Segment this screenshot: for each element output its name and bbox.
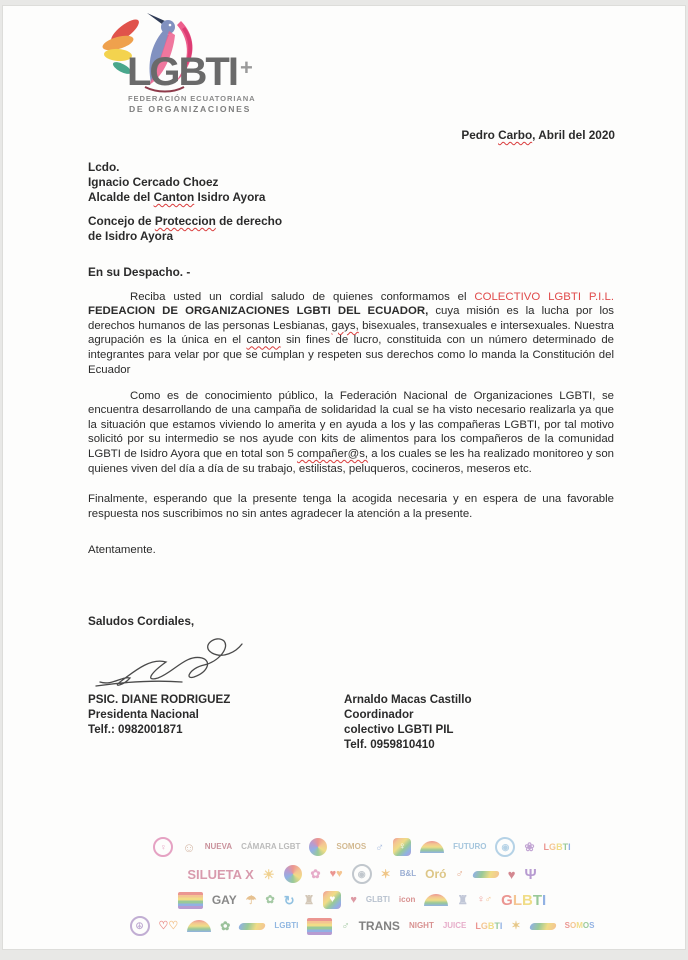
- org-logo: SOMOS: [336, 842, 367, 851]
- logo-letter: ♥: [336, 867, 343, 880]
- text-segment: Finalmente, esperando que la presente tenga la acogida necesaria y en espera de una favorable respuesta nos suscribimos no sin antes agradecer la atención a la presente.: [88, 493, 614, 520]
- signer-left-phone: Telf.: 0982001871: [88, 723, 183, 737]
- text-segment: Carbo: [498, 128, 533, 142]
- logo-letter: B: [521, 891, 533, 909]
- logo-letter: I: [499, 920, 503, 931]
- org-logo: ♂: [341, 919, 350, 932]
- signature-scribble: [94, 632, 254, 690]
- org-logo: [284, 865, 302, 883]
- text-segment: canton: [246, 334, 281, 347]
- signer-right-role: Coordinador: [344, 708, 414, 722]
- org-logo: [565, 922, 595, 930]
- org-logo: ☮: [130, 916, 150, 936]
- org-logo: [187, 920, 211, 932]
- logo-letter: T: [532, 891, 542, 909]
- logo-letter: B: [487, 920, 495, 931]
- recipient-line: [88, 175, 614, 190]
- signature-columns: [88, 692, 614, 752]
- org-logo: ♜: [303, 893, 315, 907]
- logo-wordmark: [127, 50, 253, 94]
- logo-letter: S: [589, 921, 595, 930]
- signer-right-phone: Telf. 0959810410: [344, 738, 435, 752]
- logo-letter: O: [582, 921, 590, 930]
- org-logo: ♥: [507, 866, 516, 882]
- paragraph-3: [88, 492, 614, 521]
- spacer: [88, 205, 614, 214]
- org-logo: ♥: [323, 891, 341, 909]
- logo-glbti-large: [501, 893, 546, 908]
- org-logo: NIGHT: [408, 921, 434, 930]
- org-logo: [420, 841, 444, 853]
- signer-right-name: Arnaldo Macas Castillo: [344, 693, 472, 707]
- closing-line: Atentamente.: [88, 544, 156, 557]
- text-segment: FEDEACION DE ORGANIZACIONES LGBTI DEL ECUADOR,: [88, 305, 429, 318]
- logo-letter: G: [501, 891, 513, 909]
- logo-letter: ♥: [329, 867, 337, 880]
- signer-left-role: Presidenta Nacional: [88, 708, 199, 722]
- logo-subtitle-2: DE ORGANIZACIONES: [129, 104, 252, 114]
- logo-oro: Oró: [425, 867, 447, 881]
- text-segment: Como es de conocimiento público, la Federación Nacional de Organizaciones LGBTI, se encuentra desarrollando de una campaña de solidaridad la cual se ha visto necesario realizarla ya que la situación que estamos viviendo lo amerita y en ayuda a los y las compañeras LGBTI, por tal motivo solicitó por su intermedio se nos ayude con kits de alimentos para los compañeros de la comunidad LGBTI de Isidro Ayora que en total son 5: [88, 389, 614, 460]
- text-segment: Proteccion: [154, 214, 216, 228]
- footer-logo-row: [81, 891, 643, 909]
- letter-sheet: [2, 5, 686, 950]
- org-logo: ☀: [262, 866, 275, 882]
- org-logo: GLBTI: [365, 895, 390, 904]
- org-logo: NUEVA: [204, 842, 233, 851]
- logo-gay: GAY: [211, 893, 237, 907]
- paragraph-2: [88, 389, 614, 477]
- text-segment: Ignacio Cercado Choez: [88, 175, 219, 189]
- regards-line: Saludos Cordiales,: [88, 613, 195, 628]
- logo-letter: L: [512, 891, 522, 909]
- logo-letter: I: [568, 841, 571, 852]
- logo-letter: G: [549, 841, 557, 852]
- org-logo: [178, 892, 203, 909]
- org-logo: [472, 871, 500, 878]
- org-logo: [159, 921, 179, 932]
- org-logo: ✶: [380, 867, 391, 881]
- text-segment: Concejo de: [88, 214, 155, 228]
- text-segment: COLECTIVO LGBTI P.I.L.: [474, 290, 614, 303]
- org-logo-header: [89, 11, 289, 117]
- org-logo: JUICE: [442, 921, 467, 930]
- text-segment: Pedro: [461, 128, 499, 142]
- org-logo: [477, 895, 492, 905]
- logo-letter: ♂: [484, 894, 493, 905]
- signer-right: [344, 692, 472, 752]
- text-segment: Lcdo.: [88, 160, 120, 174]
- org-logo: ◉: [352, 864, 372, 884]
- org-logo: ♂: [375, 840, 385, 854]
- text-segment: compañer@s,: [296, 447, 369, 460]
- org-logo: ✶: [511, 919, 521, 932]
- org-logo: ❀: [524, 840, 535, 854]
- logo-letter: L: [475, 920, 481, 931]
- logo-letter: T: [494, 920, 500, 931]
- org-logo: [238, 923, 266, 930]
- text-segment: gays,: [331, 319, 359, 332]
- logo-letter: B: [556, 841, 563, 852]
- org-logo: ✿: [265, 893, 275, 906]
- org-logo: ♀: [153, 837, 173, 857]
- text-segment: de derecho: [215, 214, 283, 228]
- salutation: En su Despacho. -: [88, 265, 191, 279]
- text-segment: de Isidro Ayora: [88, 229, 174, 243]
- org-logo: CÁMARA LGBT: [241, 842, 301, 851]
- recipient-line: [88, 160, 614, 175]
- logo-letter: I: [542, 891, 547, 909]
- logo-letter: S: [564, 921, 570, 930]
- org-logo: [424, 894, 448, 906]
- logo-plus-text: +: [239, 55, 253, 80]
- signer-right-org: colectivo LGBTI PIL: [344, 723, 454, 737]
- logo-letter: T: [562, 841, 569, 852]
- recipient-block: [88, 160, 614, 244]
- recipient-line: [88, 214, 614, 229]
- org-logo: ♜: [457, 893, 469, 907]
- org-logo: ↻: [283, 892, 295, 908]
- text-segment: sin fines de lucro, constituida con un número determinado de integrantes para velar por que se cumplan y respeten sus derechos como lo manda la Constitución del Ecuador: [88, 334, 614, 376]
- logo-psi: Ψ: [524, 865, 537, 883]
- org-logo: [544, 843, 571, 852]
- org-logo: ♥: [350, 893, 357, 906]
- logo-letter: ♡: [158, 919, 169, 932]
- org-logo: ✿: [310, 867, 321, 881]
- logo-letter: G: [480, 920, 488, 931]
- text-segment: Alcalde del: [88, 190, 154, 204]
- signer-left-name: PSIC. DIANE RODRIGUEZ: [88, 693, 231, 707]
- text-segment: a los cuales se les ha realizado monitoreo y son quienes viven del día a día de su trabajo, estilistas, peluqueros, cocineros, meseros etc.: [88, 447, 614, 475]
- org-logo: ☺: [182, 839, 196, 855]
- org-logo: icon: [398, 895, 416, 904]
- org-logo: [529, 923, 557, 930]
- org-logo: ✿: [220, 919, 231, 933]
- org-logo: [309, 838, 327, 856]
- logo-letter: ♡: [168, 919, 179, 932]
- logo-letter: O: [569, 921, 577, 930]
- logo-subtitle-1: FEDERACIÓN ECUATORIANA: [128, 94, 256, 103]
- org-logo: FUTURO: [453, 842, 487, 851]
- org-logo: ◉: [495, 837, 515, 857]
- logo-letter: M: [576, 921, 583, 930]
- footer-logo-row: [81, 916, 643, 936]
- text-segment: bisexuales, transexuales e intersexuales. Nuestra agrupación es la única en el: [88, 319, 614, 347]
- logo-letter: ♀: [477, 894, 485, 905]
- recipient-line: [88, 229, 614, 244]
- text-segment: cuya misión es la lucha por los derechos humanos de las personas Lesbianas,: [88, 305, 615, 332]
- footer-logo-row: [81, 864, 643, 884]
- org-logo: ♀: [393, 838, 411, 856]
- org-logo: [475, 922, 502, 931]
- org-logo: ♂: [455, 867, 464, 880]
- text-segment: , Abril del 2020: [532, 128, 615, 142]
- footer-logo-collage: [81, 837, 643, 943]
- org-logo: LGBTI: [274, 921, 299, 930]
- logo-title-text: LGBTI: [127, 50, 237, 94]
- date-line: [3, 128, 685, 142]
- org-logo: B&L: [399, 869, 417, 878]
- signer-left: [88, 692, 344, 752]
- org-logo: [330, 869, 343, 880]
- org-logo: ☂: [245, 893, 257, 907]
- text-segment: Reciba usted un cordial saludo de quienes conformamos el: [130, 290, 475, 303]
- logo-trans: TRANS: [358, 919, 400, 933]
- logo-silueta-x: SILUETA X: [187, 866, 254, 882]
- letter-body: [88, 160, 614, 752]
- org-logo: [307, 918, 332, 935]
- footer-logo-row: [81, 837, 643, 857]
- logo-letter: L: [543, 841, 550, 852]
- text-segment: Isidro Ayora: [194, 190, 266, 204]
- text-segment: Canton: [153, 190, 195, 204]
- recipient-line: [88, 190, 614, 205]
- paragraph-1: [88, 290, 614, 378]
